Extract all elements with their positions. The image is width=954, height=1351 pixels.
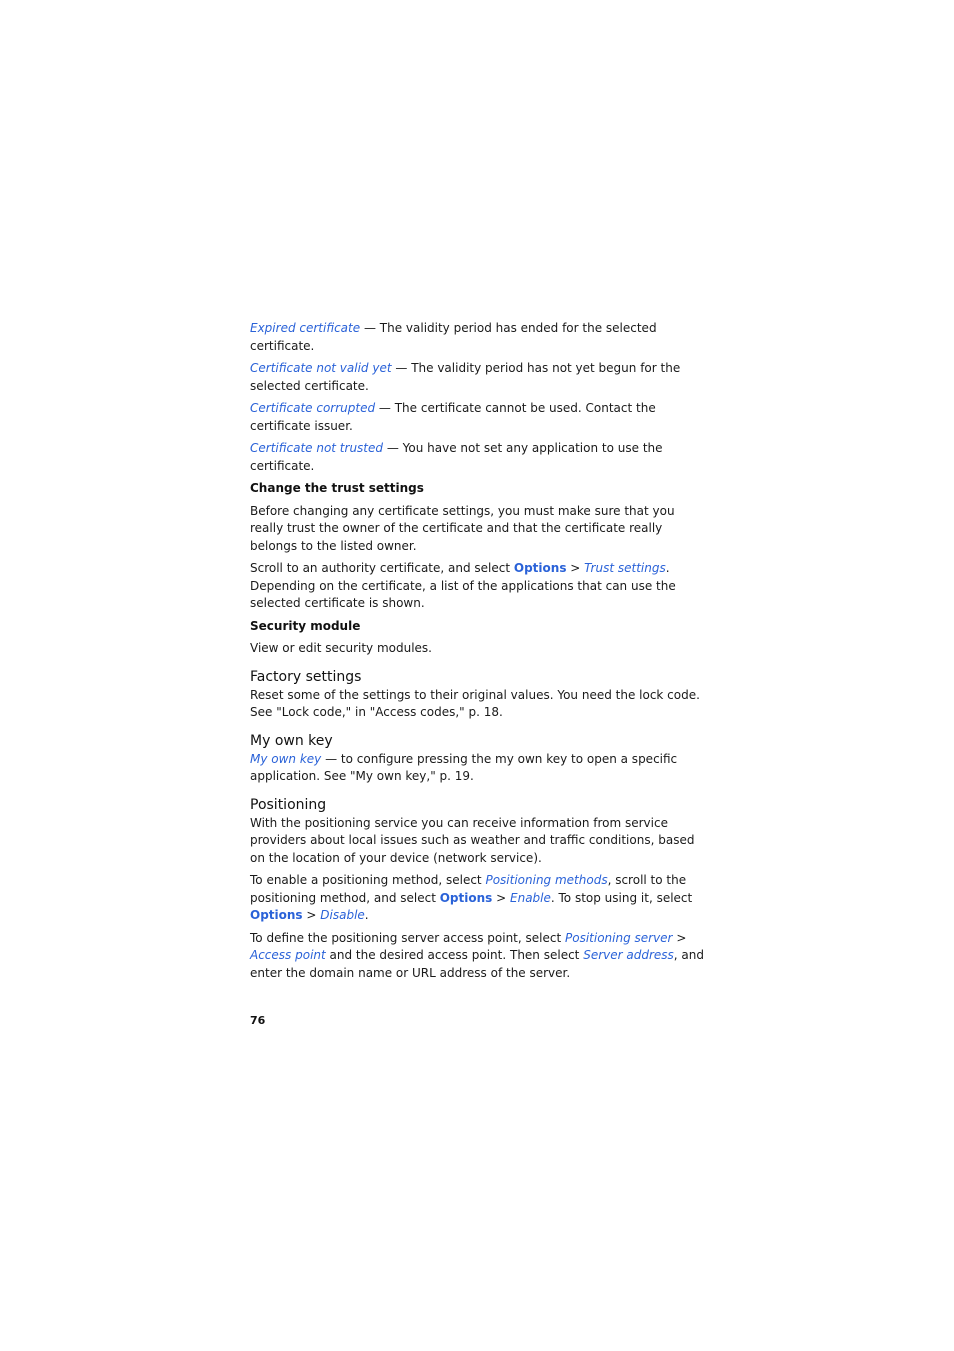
my-own-key-heading: My own key	[250, 732, 333, 749]
trust-settings-term: Trust settings	[584, 561, 666, 575]
desc-expired: — The validity period has ended for the selected certificate.	[250, 321, 657, 353]
disable-term: Disable	[320, 908, 365, 922]
positioning-server-term: Positioning server	[564, 930, 673, 945]
factory-settings-text: Reset some of the settings to their original values. You need the lock code. See "Lock code," in "Access codes," p. 18.	[250, 687, 700, 719]
text: To define the positioning server access point, select	[250, 930, 565, 945]
positioning-para-2	[250, 872, 710, 925]
options-command: Options	[250, 908, 303, 922]
cert-status-not-trusted	[250, 440, 710, 475]
separator: >	[302, 908, 321, 922]
desc-corrupted: — The certificate cannot be used. Contact the certificate issuer.	[250, 401, 656, 433]
trust-heading: Change the trust settings	[250, 481, 424, 495]
text: , and enter the domain name or URL address of the server.	[250, 948, 704, 980]
desc-not-valid-yet: — The validity period has not yet begun for the selected certificate.	[250, 361, 681, 393]
term-not-valid-yet: Certificate not valid yet	[250, 361, 392, 375]
security-module-heading: Security module	[250, 618, 361, 633]
text: .	[364, 908, 369, 922]
enable-term: Enable	[510, 890, 551, 905]
text: and the desired access point. Then select	[325, 948, 584, 962]
text: . To stop using it, select	[550, 890, 693, 905]
options-command: Options	[513, 561, 567, 575]
text: To enable a positioning method, select	[250, 873, 486, 887]
factory-settings-heading: Factory settings	[250, 668, 362, 685]
server-address-term: Server address	[583, 948, 674, 962]
text: — to configure pressing the my own key to open a specific application. See "My own key," p. 19.	[250, 751, 678, 783]
text: Scroll to an authority certificate, and select	[250, 561, 514, 575]
security-module-text: View or edit security modules.	[250, 641, 432, 655]
text: , scroll to the positioning method, and select	[250, 873, 687, 905]
positioning-methods-term: Positioning methods	[485, 873, 608, 887]
separator: >	[492, 890, 510, 905]
page-number: 76	[250, 1014, 266, 1027]
access-point-term: Access point	[250, 948, 326, 962]
trust-para-1: Before changing any certificate settings, you must make sure that you really trust the owner of the certificate and that the certificate really belongs to the listed owner.	[250, 503, 675, 553]
cert-status-expired	[250, 320, 710, 355]
cert-status-not-valid-yet	[250, 360, 710, 395]
desc-not-trusted: — You have not set any application to use the certificate.	[250, 441, 663, 473]
positioning-heading: Positioning	[250, 796, 327, 813]
term-expired-certificate: Expired certificate	[250, 321, 361, 335]
page-content	[250, 320, 710, 987]
text: . Depending on the certificate, a list of the applications that can use the selected certificate is shown.	[250, 561, 676, 610]
separator: >	[672, 930, 687, 945]
term-not-trusted: Certificate not trusted	[250, 441, 384, 455]
positioning-para-3	[250, 930, 710, 983]
separator: >	[566, 561, 585, 575]
my-own-key-text	[250, 751, 710, 786]
my-own-key-term: My own key	[250, 751, 322, 766]
term-corrupted: Certificate corrupted	[250, 401, 376, 415]
options-command: Options	[439, 890, 493, 905]
cert-status-corrupted	[250, 400, 710, 435]
positioning-para-1: With the positioning service you can receive information from service providers about local issues such as weather and traffic conditions, based on the location of your device (network service).	[250, 815, 695, 865]
trust-para-2	[250, 560, 710, 613]
